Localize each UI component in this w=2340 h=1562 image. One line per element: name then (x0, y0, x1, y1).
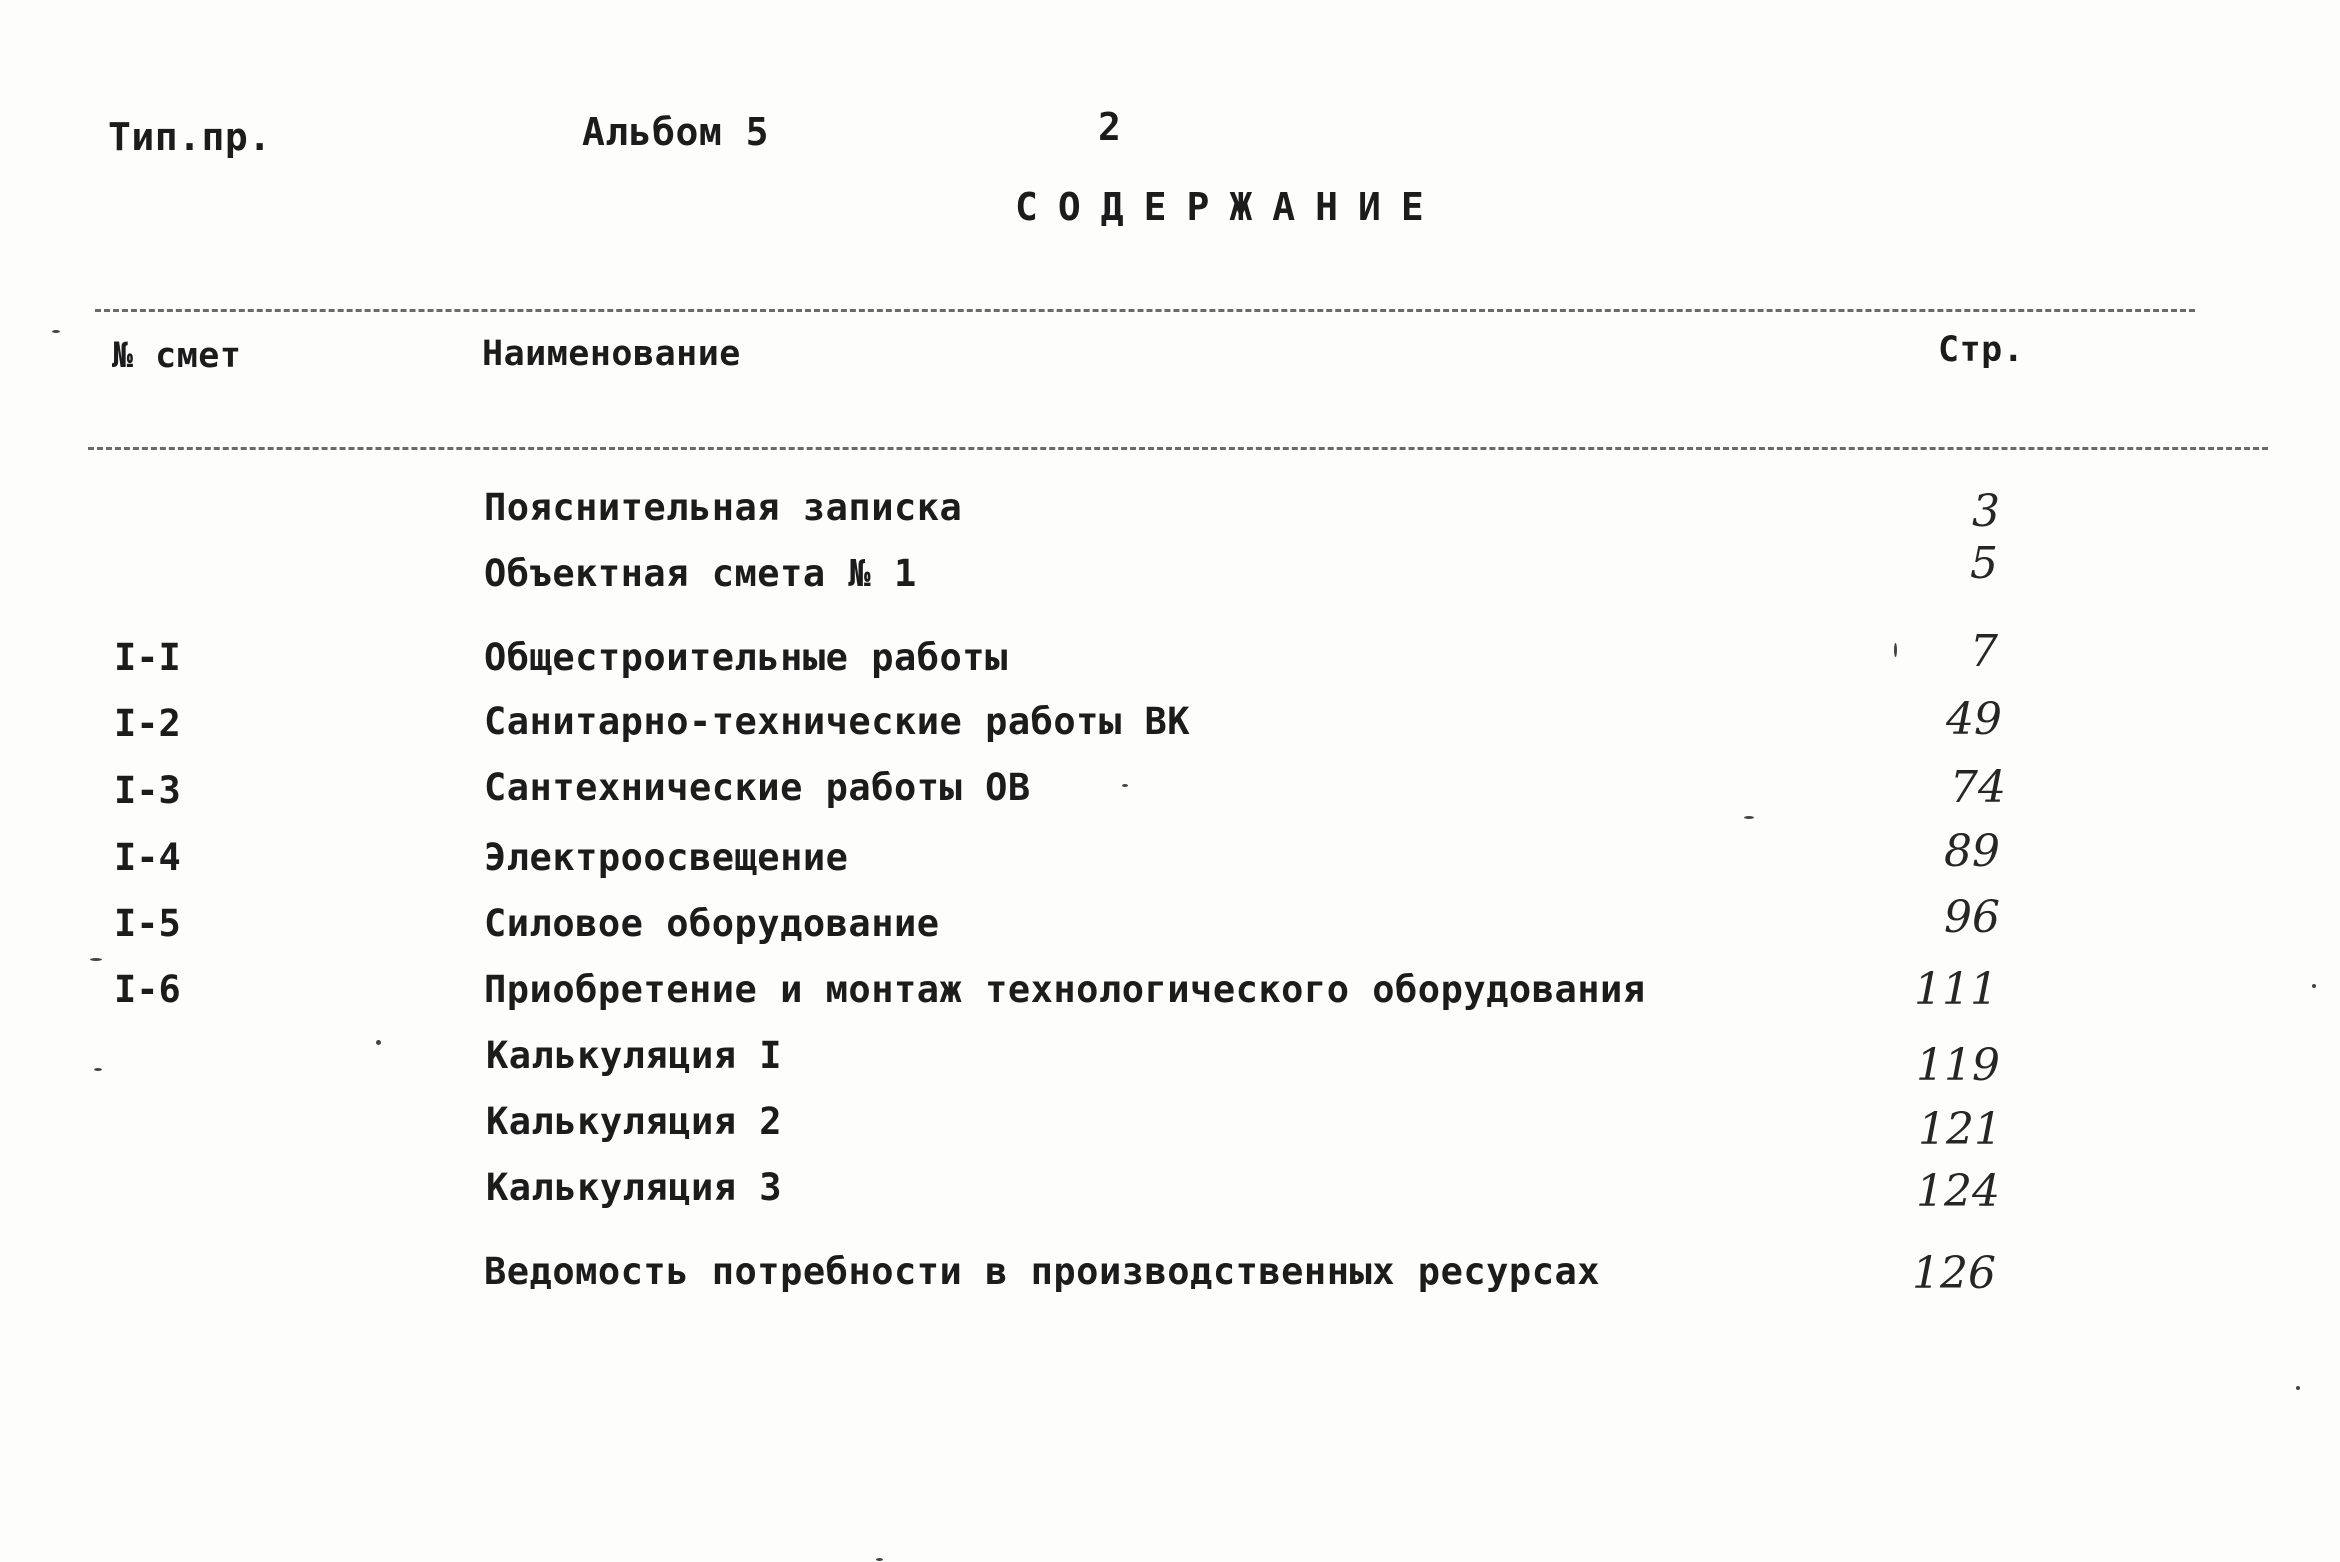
toc-row-page: 89 (1944, 826, 2000, 877)
toc-row-page: 126 (1912, 1248, 1996, 1299)
scan-speck (2312, 984, 2316, 988)
toc-row-page: 74 (1950, 762, 2006, 813)
scan-speck (1894, 643, 1897, 657)
header-album: Альбом 5 (582, 110, 770, 154)
toc-row-page: 7 (1970, 626, 1998, 677)
header-divider (88, 447, 2268, 450)
header-type-project: Тип.пр. (108, 115, 272, 159)
scan-speck (1122, 784, 1128, 787)
toc-row-page: 124 (1916, 1166, 2000, 1217)
scan-speck (876, 1558, 883, 1561)
toc-row-page: 111 (1914, 964, 1998, 1015)
scan-speck (1744, 816, 1754, 819)
toc-row-name: Силовое оборудование (484, 902, 940, 945)
column-header-name: Наименование (482, 334, 741, 374)
toc-row-code: I-5 (114, 902, 181, 945)
toc-row-page: 119 (1916, 1040, 2000, 1091)
toc-row-code: I-6 (114, 968, 181, 1011)
toc-row-code: I-4 (114, 836, 181, 879)
toc-row-name: Приобретение и монтаж технологического оборудования (484, 968, 1646, 1011)
page-title: СОДЕРЖАНИЕ (1015, 185, 1444, 229)
column-header-number: № смет (112, 336, 242, 376)
page-number: 2 (1098, 105, 1122, 149)
top-divider (95, 309, 2195, 312)
scan-speck (94, 1068, 102, 1071)
toc-row-code: I-2 (114, 702, 181, 745)
scan-speck (90, 958, 102, 961)
scan-speck (376, 1040, 381, 1045)
toc-row-name: Санитарно-технические работы ВК (484, 700, 1191, 743)
toc-row-name: Пояснительная записка (484, 486, 963, 529)
column-header-page: Стр. (1938, 330, 2025, 370)
toc-row-name: Объектная смета № 1 (484, 552, 917, 595)
scan-speck (52, 330, 60, 333)
toc-row-code: I-3 (114, 769, 181, 812)
toc-row-name: Калькуляция I (486, 1034, 783, 1077)
toc-row-name: Ведомость потребности в производственных ресурсах (484, 1250, 1601, 1293)
toc-row-page: 49 (1946, 694, 2002, 745)
toc-row-name: Калькуляция 3 (486, 1166, 783, 1209)
toc-row-page: 3 (1972, 486, 2000, 537)
toc-row-code: I-I (114, 636, 181, 679)
toc-row-name: Калькуляция 2 (486, 1100, 783, 1143)
toc-row-page: 5 (1970, 538, 1998, 589)
toc-row-name: Сантехнические работы ОВ (484, 766, 1031, 809)
toc-row-page: 121 (1918, 1104, 2002, 1155)
toc-row-name: Электроосвещение (484, 836, 849, 879)
toc-row-page: 96 (1944, 892, 2000, 943)
toc-row-name: Общестроительные работы (484, 636, 1008, 679)
scan-speck (2296, 1386, 2300, 1390)
